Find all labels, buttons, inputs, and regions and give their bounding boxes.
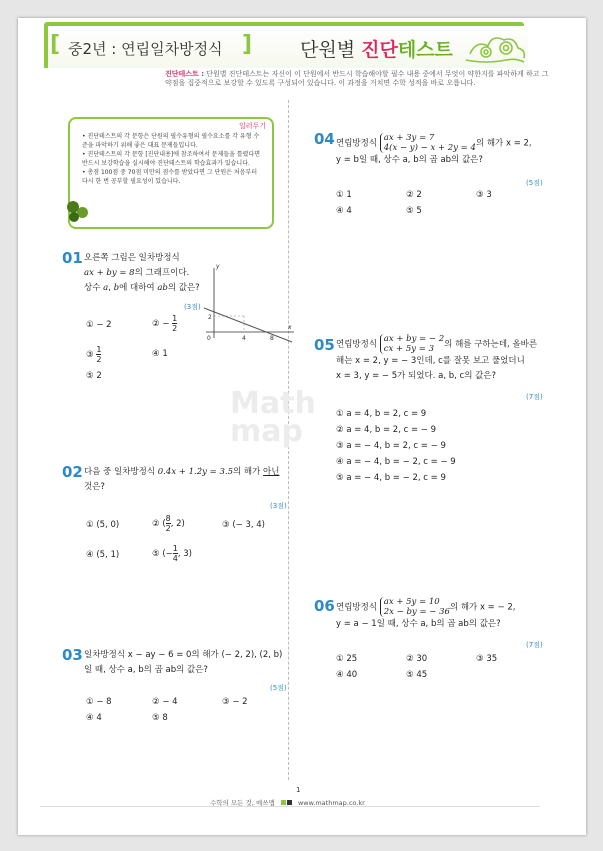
- q5-text: 의 해를 구하는데, 올바른: [444, 339, 538, 350]
- q4-text: 연립방정식: [336, 138, 378, 149]
- choice-2[interactable]: [152, 514, 185, 533]
- q1-line1: 오른쪽 그림은 일차방정식: [84, 253, 180, 263]
- equation-2: cx + 5y = 3: [383, 344, 434, 354]
- q5-line3: x = 3, y = − 5가 되었다. a, b, c의 값은?: [336, 371, 497, 381]
- choice-3[interactable]: [86, 345, 101, 364]
- q2-underlined: 아닌: [263, 467, 280, 477]
- square-icon: [287, 800, 292, 805]
- q1-text: ,: [108, 283, 114, 293]
- q5-text: 연립방정식: [336, 339, 378, 350]
- choice-5[interactable]: [152, 544, 192, 563]
- choice-4[interactable]: ④ 4: [86, 713, 102, 723]
- bracket-left: [: [50, 32, 61, 57]
- choice-5[interactable]: ⑤ 5: [406, 206, 422, 216]
- choice-list: [336, 406, 456, 486]
- y-axis-label: y: [216, 263, 220, 270]
- x-axis-label: x: [288, 324, 292, 331]
- q1-line-graph: [200, 258, 296, 350]
- question-points: (7점): [526, 393, 543, 401]
- notice-item-text: 총점 100점 중 70점 미만의 점수를 받았다면 그 단원은 처음부터 다시 한 번 공부할 필요성이 있습니다.: [82, 169, 258, 185]
- choice-text: ② (: [152, 519, 166, 529]
- equation-1: ax + by = − 2: [383, 334, 445, 344]
- question-number: 01: [62, 249, 83, 267]
- denominator: 2: [172, 324, 178, 333]
- question-6-text: [336, 597, 551, 632]
- notice-box: [68, 117, 274, 229]
- q3-line2: 일 때, 상수 a, b의 곱 ab의 값은?: [84, 665, 208, 675]
- choice-5[interactable]: ⑤ 45: [406, 670, 428, 680]
- footer-url[interactable]: www.mathmap.co.kr: [297, 799, 365, 807]
- q1-var: b: [113, 283, 120, 293]
- choice-4[interactable]: ④ (5, 1): [86, 550, 120, 560]
- square-icon: [281, 800, 286, 805]
- q6-line2: y = a − 1일 때, 상수 a, b의 곱 ab의 값은?: [336, 619, 501, 629]
- q1-text: 의 값은?: [167, 283, 200, 293]
- question-2-text: [84, 465, 284, 495]
- cloud-ornament-icon: [462, 28, 528, 66]
- unit-plain: 단원별: [300, 39, 362, 61]
- equation-system: [380, 133, 476, 153]
- equation-1: ax + 5y = 10: [383, 597, 440, 607]
- choice-2[interactable]: [152, 314, 177, 333]
- choice-text: , 2): [170, 519, 185, 529]
- choice-2[interactable]: ② 2: [406, 190, 422, 200]
- equation-system: [380, 597, 450, 617]
- q2-text: 다음 중 일차방정식: [84, 467, 156, 477]
- question-4-text: [336, 133, 551, 168]
- q6-text: 의 해가 x = − 2,: [449, 602, 516, 613]
- intro-body: 단원별 진단테스트는 자신이 이 단원에서 반드시 학습해야할 필수 내용 중에서 무엇이 약한지를 파악하게 하고 그 약점을 집중적으로 보강할 수 있도록 구성되어 있습니다. 이 과정을 거치면 수학 성적을 바로 오릅니다.: [165, 70, 549, 87]
- choice-3[interactable]: ③ − 2: [222, 697, 248, 707]
- q1-line2: 의 그래프이다.: [134, 268, 190, 278]
- choice-3[interactable]: ③ 35: [476, 654, 498, 664]
- choice-4[interactable]: ④ a = − 4, b = − 2, c = − 9: [336, 457, 456, 467]
- q4-text: 의 해가 x = 2,: [475, 138, 532, 149]
- q6-text: 연립방정식: [336, 602, 378, 613]
- intro-text: [165, 70, 550, 88]
- equation-2: 4(x − y) − x + 2y = 4: [383, 143, 476, 153]
- question-points: (3점): [270, 502, 287, 510]
- q1-text: 상수: [84, 283, 101, 293]
- unit-red: 진단: [361, 39, 398, 61]
- choice-2[interactable]: ② a = 4, b = 2, c = − 9: [336, 425, 437, 435]
- denominator: 4: [172, 554, 178, 563]
- watermark-line: map: [230, 414, 303, 449]
- watermark-line: Math: [230, 386, 316, 421]
- choice-1[interactable]: ① − 2: [86, 320, 112, 330]
- y-tick-label: 2: [208, 314, 212, 321]
- x-tick-label: 8: [270, 335, 274, 342]
- graph-line: [204, 308, 292, 342]
- notice-item-text: 진단테스트의 각 문항 [진단내용]에 참조하여서 문제들을 틀렸다면 반드시 보강학습을 실시해야 진단테스트의 학습효과가 있습니다.: [82, 151, 261, 167]
- q1-text: 에 대하여: [119, 283, 155, 293]
- q2-text: 의 해가: [233, 467, 261, 477]
- choice-1[interactable]: ① a = 4, b = 2, c = 9: [336, 409, 427, 419]
- denominator: 2: [165, 524, 171, 533]
- question-3-text: [84, 648, 289, 678]
- origin-label: 0: [207, 335, 211, 342]
- bracket-right: ]: [242, 32, 253, 57]
- numerator: 1: [96, 345, 102, 354]
- notice-item-text: 진단테스트의 각 문항은 단원의 필수유형의 필수요소를 각 유형 수준을 파악하기 위해 좋은 대표 문제들입니다.: [82, 133, 260, 149]
- question-number: 06: [314, 597, 335, 615]
- q1-var: a: [103, 283, 109, 293]
- header-title: 중2년 : 연립일차방정식: [68, 40, 223, 58]
- choice-4[interactable]: ④ 40: [336, 670, 358, 680]
- q2-eq: 0.4̇x + 1.2̇y = 3.5: [157, 467, 233, 477]
- question-number: 04: [314, 130, 335, 148]
- page-header: [44, 22, 524, 68]
- q1-eq: ax + by = 8: [84, 268, 135, 278]
- choice-3[interactable]: ③ 3: [476, 190, 492, 200]
- q3-line1: 일차방정식 x − ay − 6 = 0의 해가 (− 2, 2), (2, b): [84, 650, 283, 660]
- fraction: [172, 314, 177, 333]
- choice-4[interactable]: ④ 4: [336, 206, 352, 216]
- choice-text: , 3): [177, 549, 192, 559]
- q2-text: 것은?: [84, 482, 105, 492]
- header-box: [44, 26, 528, 68]
- page-footer: [210, 798, 365, 807]
- choice-5[interactable]: ⑤ a = − 4, b = − 2, c = 9: [336, 473, 446, 483]
- equation-2: 2x − by = − 36: [383, 607, 450, 617]
- question-points: (5점): [526, 179, 543, 187]
- notice-list: [82, 133, 264, 187]
- numerator: 1: [172, 314, 178, 323]
- choice-4[interactable]: ④ 1: [152, 349, 168, 359]
- fraction: [96, 345, 101, 364]
- choice-text: ⑤ (−: [152, 549, 173, 559]
- mathmap-watermark: [230, 386, 316, 449]
- q5-line2: 해는 x = 2, y = − 3인데, c를 잘못 보고 풀었더니: [336, 356, 525, 366]
- numerator: 1: [172, 544, 178, 553]
- choice-1[interactable]: ① 1: [336, 190, 352, 200]
- question-points: (7점): [526, 641, 543, 649]
- x-tick-label: 4: [242, 335, 246, 342]
- choice-5[interactable]: ⑤ 2: [86, 371, 102, 381]
- choice-5[interactable]: ⑤ 8: [152, 713, 168, 723]
- question-number: 02: [62, 463, 83, 481]
- equation-1: ax + 3y = 7: [383, 133, 435, 143]
- question-5-text: [336, 334, 551, 384]
- unit-green: 테스트: [397, 39, 453, 61]
- question-points: (3점): [184, 303, 201, 311]
- choice-1[interactable]: ① − 8: [86, 697, 112, 707]
- page-number: 1: [296, 786, 301, 794]
- intro-label: 진단테스트 :: [165, 70, 205, 78]
- notice-item: • 진단테스트의 각 문항은 단원의 필수유형의 필수요소를 각 유형 수준을 파악하기 위해 좋은 대표 문제들입니다.: [82, 133, 260, 149]
- q1-var: ab: [157, 283, 168, 293]
- choice-3[interactable]: ③ (− 3, 4): [222, 520, 265, 530]
- choice-1[interactable]: ① (5, 0): [86, 520, 120, 530]
- equation-system: [380, 334, 444, 354]
- footer-brand: 수학의 모든 것, 매쓰맵: [210, 799, 275, 807]
- choice-2[interactable]: ② 30: [406, 654, 428, 664]
- choice-2[interactable]: ② − 4: [152, 697, 178, 707]
- question-number: 05: [314, 336, 335, 354]
- notice-tab: 일러두기: [238, 122, 266, 130]
- choice-3[interactable]: ③ a = − 4, b = 2, c = − 9: [336, 441, 446, 451]
- denominator: 2: [96, 355, 102, 364]
- leaf-icon: [69, 212, 79, 222]
- choice-text: ② −: [152, 319, 170, 329]
- notice-item: • 진단테스트의 각 문항 [진단내용]에 참조하여서 문제들을 틀렸다면 반드시 보강학습을 실시해야 진단테스트의 학습효과가 있습니다.: [82, 151, 261, 167]
- question-1-text: [84, 251, 214, 296]
- notice-item: • 총점 100점 중 70점 미만의 점수를 받았다면 그 단원은 처음부터 다시 한 번 공부할 필요성이 있습니다.: [82, 169, 258, 185]
- question-number: 03: [62, 646, 83, 664]
- choice-1[interactable]: ① 25: [336, 654, 358, 664]
- question-points: (5점): [270, 684, 287, 692]
- choice-text: ③: [86, 350, 94, 360]
- header-unit-title: [300, 35, 453, 62]
- numerator: 8: [165, 514, 171, 523]
- q4-line2: y = b일 때, 상수 a, b의 곱 ab의 값은?: [336, 155, 483, 165]
